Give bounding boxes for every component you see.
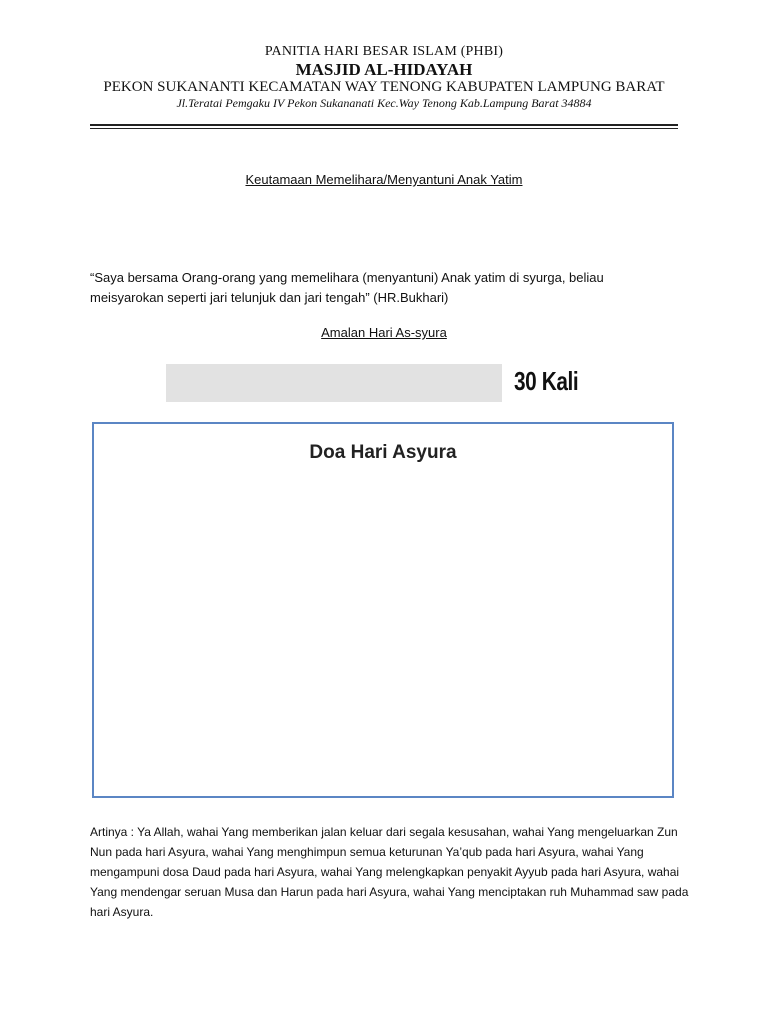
village-line: PEKON SUKANANTI KECAMATAN WAY TENONG KABUPATEN LAMPUNG BARAT [103, 79, 665, 95]
dzikir-highlight-box [166, 364, 502, 402]
letterhead-rule-thick [90, 124, 678, 126]
doa-frame [92, 422, 674, 798]
organization-name: PANITIA HARI BESAR ISLAM (PHBI) [264, 44, 504, 59]
doa-translation: Artinya : Ya Allah, wahai Yang memberikan jalan keluar dari segala kesusahan, wahai Yang mengeluarkan Zun Nun pada hari Asyura, wahai Yang menghimpun semua keturunan Ya’qub pada hari Asyura, wahai Yang mengampuni dosa Daud pada hari Asyura, wahai Yang melengkapkan penyakit Ayyub pada hari Asyura, wahai Yang mendengar seruan Musa dan Harun pada hari Asyura, wahai Yang menciptakan ruh Muhammad saw pada hari Asyura. [90, 825, 689, 919]
address-line: Jl.Teratai Pemgaku IV Pekon Sukananati Kec.Way Tenong Kab.Lampung Barat 34884 [176, 96, 592, 110]
letterhead [0, 44, 768, 111]
hadith-translation: “Saya bersama Orang-orang yang memelihara (menyantuni) Anak yatim di syurga, beliau meisyarokan seperti jari telunjuk dan jari tengah” (HR.Bukhari) [90, 270, 604, 305]
doa-title: Doa Hari Asyura [309, 442, 457, 463]
dzikir-count: 30 Kali [514, 366, 579, 396]
section-title-anak-yatim: Keutamaan Memelihara/Menyantuni Anak Yatim [245, 172, 523, 187]
letterhead-rule-thin [90, 128, 678, 129]
mosque-name: MASJID AL-HIDAYAH [295, 60, 473, 79]
section-title-amalan: Amalan Hari As-syura [321, 325, 447, 340]
